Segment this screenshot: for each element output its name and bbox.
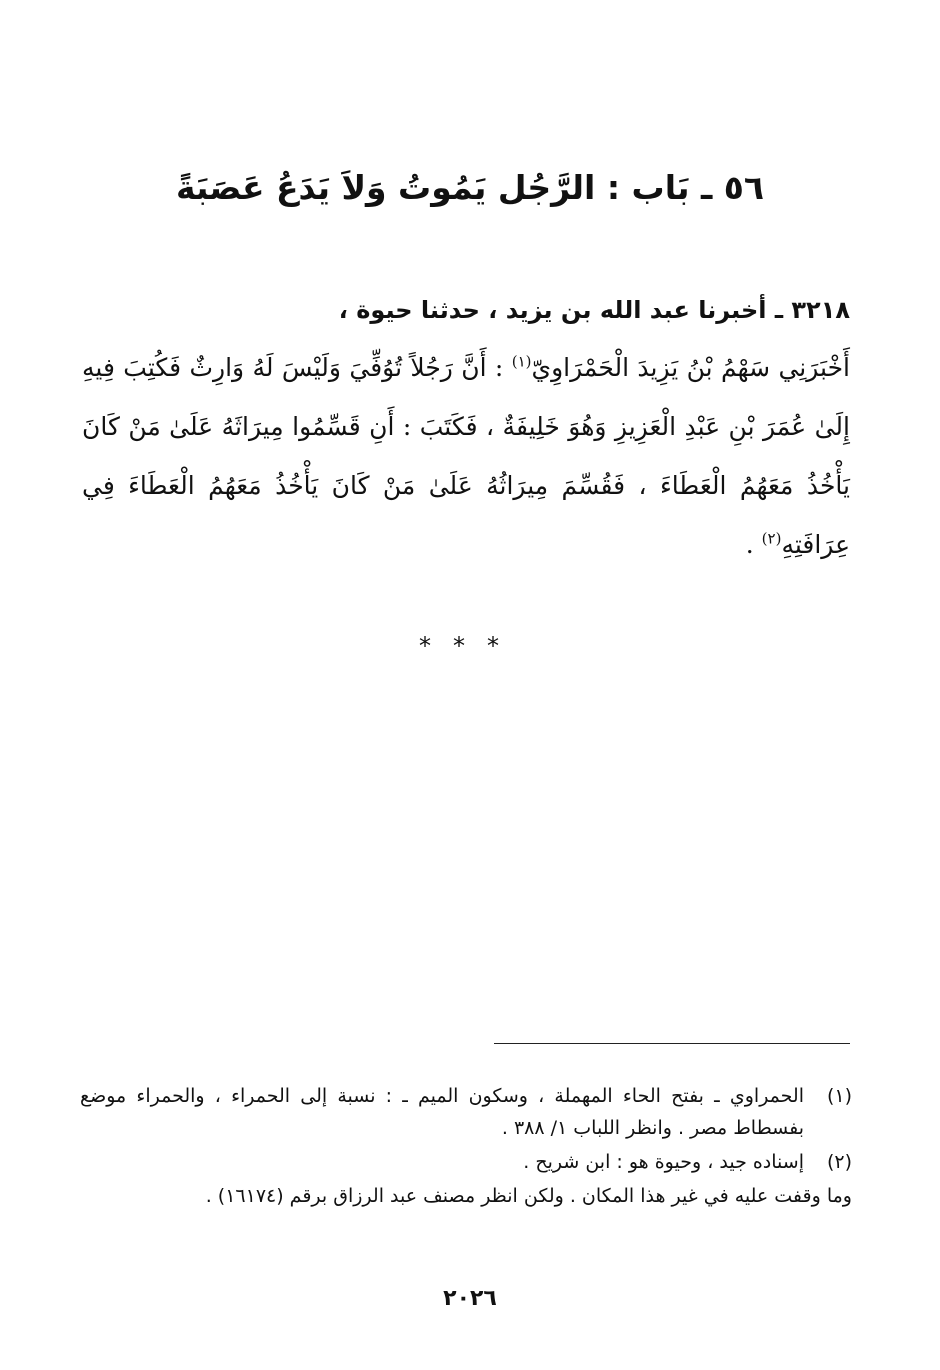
chapter-title: ٥٦ ـ بَاب : الرَّجُل يَمُوتُ وَلاَ يَدَعُ عَصَبَةً bbox=[175, 168, 765, 207]
footnote-ref-1[interactable]: (١) bbox=[511, 352, 532, 371]
matn-part-1: أَخْبَرَنِي سَهْمُ بْنُ يَزِيدَ الْحَمْرَاوِيّ bbox=[531, 353, 850, 382]
footnote-ref-2[interactable]: (٢) bbox=[761, 529, 782, 548]
matn-end: . bbox=[745, 530, 762, 559]
hadith-block bbox=[82, 288, 850, 574]
footnote-2-number: (٢) bbox=[826, 1151, 852, 1173]
footnotes bbox=[80, 1080, 852, 1212]
footnote-1-number: (١) bbox=[826, 1085, 852, 1107]
footnote-2 bbox=[80, 1146, 852, 1178]
footnote-1 bbox=[80, 1080, 852, 1144]
footnote-1-text: الحمراوي ـ بفتح الحاء المهملة ، وسكون الميم ـ : نسبة إلى الحمراء ، والحمراء موضع بفسطاط مصر . وانظر اللباب ١/ ٣٨٨ . bbox=[80, 1085, 804, 1139]
footnote-divider bbox=[494, 1043, 850, 1044]
matn-part-2: : أَنَّ رَجُلاً تُوُفِّيَ وَلَيْسَ لَهُ وَارِثٌ فَكُتِبَ فِيهِ إِلَىٰ عُمَرَ بْنِ عَبْدِ الْعَزِيزِ وَهُوَ خَلِيفَةٌ ، فَكَتَبَ : أَنِ قَسِّمُوا مِيرَاثَهُ عَلَىٰ مَنْ كَانَ يَأْخُذُ مَعَهُمُ الْعَطَاءَ ، فَقُسِّمَ مِيرَاثُهُ عَلَىٰ مَنْ كَانَ يَأْخُذُ مَعَهُمُ الْعَطَاءَ فِي عِرَافَتِهِ bbox=[82, 353, 850, 559]
page-number: ٢٠٢٦ bbox=[443, 1286, 497, 1311]
hadith-isnad: ٣٢١٨ ـ أخبرنا عبد الله بن يزيد ، حدثنا حيوة ، bbox=[338, 296, 850, 324]
section-separator: *** bbox=[419, 632, 521, 660]
hadith-matn bbox=[82, 338, 850, 574]
footnote-2-continuation: وما وقفت عليه في غير هذا المكان . ولكن انظر مصنف عبد الرزاق برقم (١٦١٧٤) . bbox=[205, 1185, 852, 1207]
footnote-2-text: إسناده جيد ، وحيوة هو : ابن شريح . bbox=[523, 1151, 804, 1173]
